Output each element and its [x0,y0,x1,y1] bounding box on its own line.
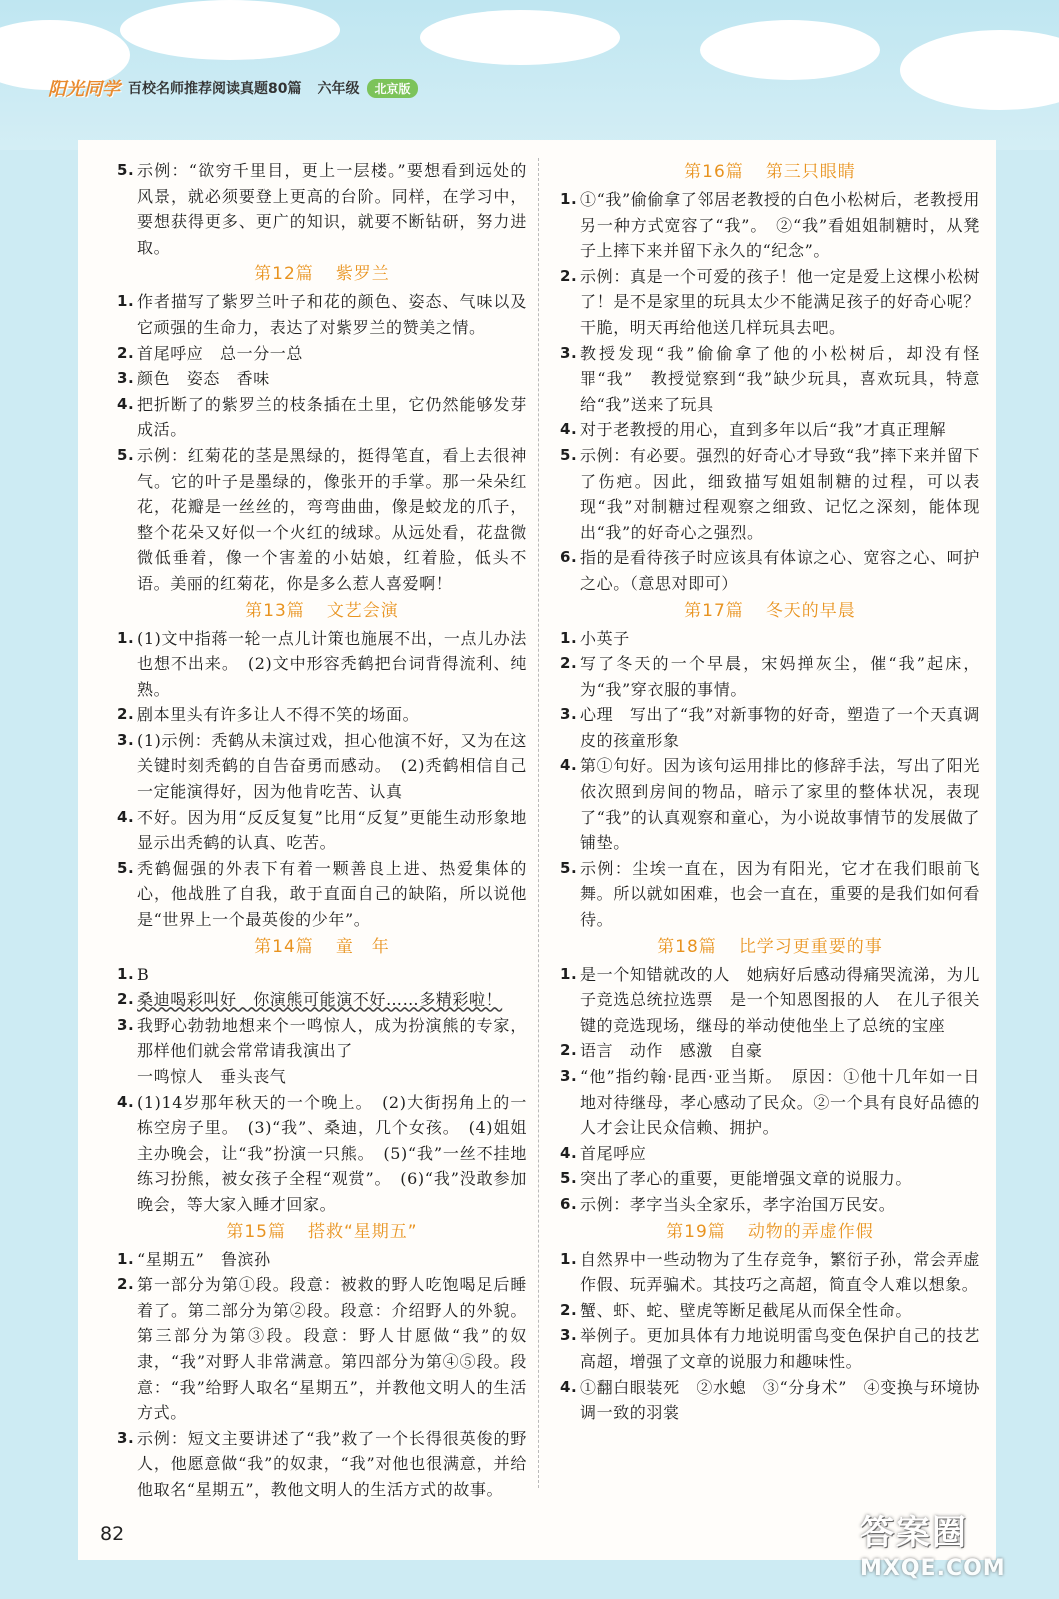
cloud [700,20,880,80]
answer-item: 5. 示例：“欲穷千里目，更上一层楼。”要想看到远处的风景，就必须要登上更高的台阶。同样，在学习中，要想获得更多、更广的知识，就要不断钻研，努力进取。 [117,161,527,257]
answer-item: 3. “他”指约翰·昆西·亚当斯。 原因：①他十几年如一日地对待继母，孝心感动了民众。②一个具有良好品德的人才会让民众信赖、拥护。 [560,1067,980,1138]
answer-item: 6. 示例：孝字当头全家乐，孝字治国万民安。 [560,1194,896,1214]
answer-item: 3. 我野心勃勃地想来个一鸣惊人，成为扮演熊的专家，那样他们就会常常请我演出了 [117,1015,527,1061]
answer-item: 3. 教授发现“我”偷偷拿了他的小松树后，却没有怪罪“我” 教授觉察到“我”缺少玩具，喜欢玩具，特意给“我”送来了玩具 [560,343,980,414]
answer-item: 6. 指的是看待孩子时应该具有体谅之心、宽容之心、呵护之心。（意思对即可） [560,548,980,593]
right-column [560,158,980,1426]
answer-item: 4. 不好。因为用“反反复复”比用“反复”更能生动形象地显示出秃鹤的认真、吃苦。 [117,807,527,853]
section-heading: 第19篇 动物的弄虚作假 [666,1221,874,1242]
watermark-url: MXQE.COM [860,1556,1006,1581]
answer-item: 5. 示例：尘埃一直在，因为有阳光，它才在我们眼前飞舞。所以就如困难，也会一直在，重要的是我们如何看待。 [560,858,980,930]
answer-item: 5. 突出了孝心的重要，更能增强文章的说服力。 [560,1169,913,1189]
book-header [48,72,418,104]
section-heading: 第12篇 紫罗兰 [254,264,390,285]
grade-label: 六年级 [317,81,360,97]
answer-item: 1. B [117,964,150,984]
answer-item: 2. 示例：真是一个可爱的孩子！他一定是爱上这棵小松树了！是不是家里的玩具太少不能满足孩子的好奇心呢？干脆，明天再给他送几样玩具去吧。 [560,266,980,337]
watermark [860,1505,1040,1593]
cloud [900,30,1059,110]
answer-item: 一鸣惊人 垂头丧气 [137,1067,287,1086]
answer-item: 4. (1)14岁那年秋天的一个晚上。 (2)大街拐角上的一栋空房子里。 (3)“我”、桑迪，几个女孩。 (4)姐姐主办晚会，让“我”扮演一只熊。 (5)“我”一丝不挂地练习扮熊，被女孩子全程“观赏”。 (6)“我”没敢参加晚会，等大家入睡才回家。 [117,1092,527,1214]
answer-item: 1. ①“我”偷偷拿了邻居老教授的白色小松树后，老教授用另一种方式宽容了“我”。 ②“我”看姐姐制糖时，从凳子上摔下来并留下永久的“纪念”。 [560,190,980,261]
answer-item: 1. 自然界中一些动物为了生存竞争，繁衍子孙，常会弄虚作假、玩弄骗术。其技巧之高超，简直令人难以想象。 [560,1249,980,1295]
answer-item: 5. 示例：红菊花的茎是黑绿的，挺得笔直，看上去很神气。它的叶子是墨绿的，像张开的手掌。那一朵朵红花，花瓣是一丝丝的，弯弯曲曲，像是蛟龙的爪子，整个花朵又好似一个火红的绒球。从远处看，花盘微微低垂着，像一个害羞的小姑娘，红着脸，低头不语。美丽的红菊花，你是多么惹人喜爱啊！ [117,445,527,593]
answer-item: 3. 举例子。更加具体有力地说明雷鸟变色保护自己的技艺高超，增强了文章的说服力和趣味性。 [560,1326,980,1371]
answer-item: 2. 剧本里头有许多让人不得不笑的场面。 [117,705,420,725]
answer-item: 2. 桑迪喝彩叫好 你演熊可能演不好……多精彩啦！ [117,990,503,1010]
answer-item: 5. 秃鹤倔强的外表下有着一颗善良上进、热爱集体的心，他战胜了自我，敢于直面自己的缺陷，所以说他是“世界上一个最英俊的少年”。 [117,858,527,930]
cloud [420,10,620,65]
brand-logo: 阳光同学 [48,79,120,100]
section-heading: 第18篇 比学习更重要的事 [657,936,883,957]
answer-item: 2. 写了冬天的一个早晨，宋妈掸灰尘，催“我”起床，为“我”穿衣服的事情。 [560,654,980,699]
answer-item: 4. ①翻白眼装死 ②水螅 ③“分身术” ④变换与环境协调一致的羽裳 [560,1377,980,1423]
watermark-logo: 答案圈 [860,1513,968,1553]
section-heading: 第13篇 文艺会演 [245,600,399,621]
answer-item: 5. 示例：有必要。强烈的好奇心才导致“我”摔下来并留下了伤疤。因此，细致描写姐姐制糖的过程，可以表现“我”对制糖过程观察之细致、记忆之深刻，能体现出“我”的好奇心之强烈。 [560,445,980,542]
answer-item: 4. 对于老教授的用心，直到多年以后“我”才真正理解 [560,420,947,440]
section-heading: 第15篇 搭救“星期五” [226,1221,418,1242]
answer-item: 3. (1)示例：秃鹤从未演过戏，担心他演不好，又为在这关键时刻秃鹤的自告奋勇而感动。 (2)秃鹤相信自己一定能演得好，因为他肯吃苦、认真 [117,730,527,802]
answer-item: 1. 小英子 [560,628,630,648]
page-number: 82 [100,1523,125,1545]
answer-item: 2. 首尾呼应 总一分一总 [117,343,304,363]
answer-item: 4. 首尾呼应 [560,1143,647,1163]
answer-item: 2. 语言 动作 感激 自豪 [560,1041,763,1061]
answer-item: 1. 作者描写了紫罗兰叶子和花的颜色、姿态、气味以及它顽强的生命力，表达了对紫罗兰的赞美之情。 [117,292,527,337]
answer-item: 1. (1)文中指蒋一轮一点儿计策也施展不出，一点儿办法也想不出来。 (2)文中形容秃鹤把台词背得流利、纯熟。 [117,628,527,699]
answer-item: 1. “星期五” 鲁滨孙 [117,1249,271,1269]
answer-item: 3. 心理 写出了“我”对新事物的好奇，塑造了一个天真调皮的孩童形象 [560,705,980,750]
edition-badge: 北京版 [367,79,417,98]
answer-item: 2. 第一部分为第①段。段意：被救的野人吃饱喝足后睡着了。第二部分为第②段。段意：介绍野人的外貌。第三部分为第③段。段意：野人甘愿做“我”的奴隶，“我”对野人非常满意。第四部分为第④⑤段。段意：“我”给野人取名“星期五”，并教他文明人的生活方式。 [117,1275,527,1423]
section-heading: 第16篇 第三只眼睛 [684,162,856,182]
section-heading: 第17篇 冬天的早晨 [684,600,856,621]
section-heading: 第14篇 童 年 [254,936,390,957]
left-column [117,158,527,1503]
answer-item: 4. 把折断了的紫罗兰的枝条插在土里，它仍然能够发芽成活。 [117,394,527,440]
cloud [120,0,340,60]
answer-item: 1. 是一个知错就改的人 她病好后感动得痛哭流涕，为儿子竞选总统拉选票 是一个知恩图报的人 在儿子很关键的竞选现场，继母的举动使他坐上了总统的宝座 [560,964,980,1035]
answer-item: 3. 颜色 姿态 香味 [117,369,270,389]
answer-item: 2. 蟹、虾、蛇、壁虎等断足截尾从而保全性命。 [560,1300,913,1320]
answer-item: 4. 第①句好。因为该句运用排比的修辞手法，写出了阳光依次照到房间的物品，暗示了家里的整体状况，表现了“我”的认真观察和童心，为小说故事情节的发展做了铺垫。 [560,756,980,853]
series-title: 百校名师推荐阅读真题80篇 [128,81,302,97]
column-divider [538,158,539,1488]
answer-item: 3. 示例：短文主要讲述了“我”救了一个长得很英俊的野人，他愿意做“我”的奴隶，“我”对他也很满意，并给他取名“星期五”，教他文明人的生活方式的故事。 [117,1428,527,1499]
